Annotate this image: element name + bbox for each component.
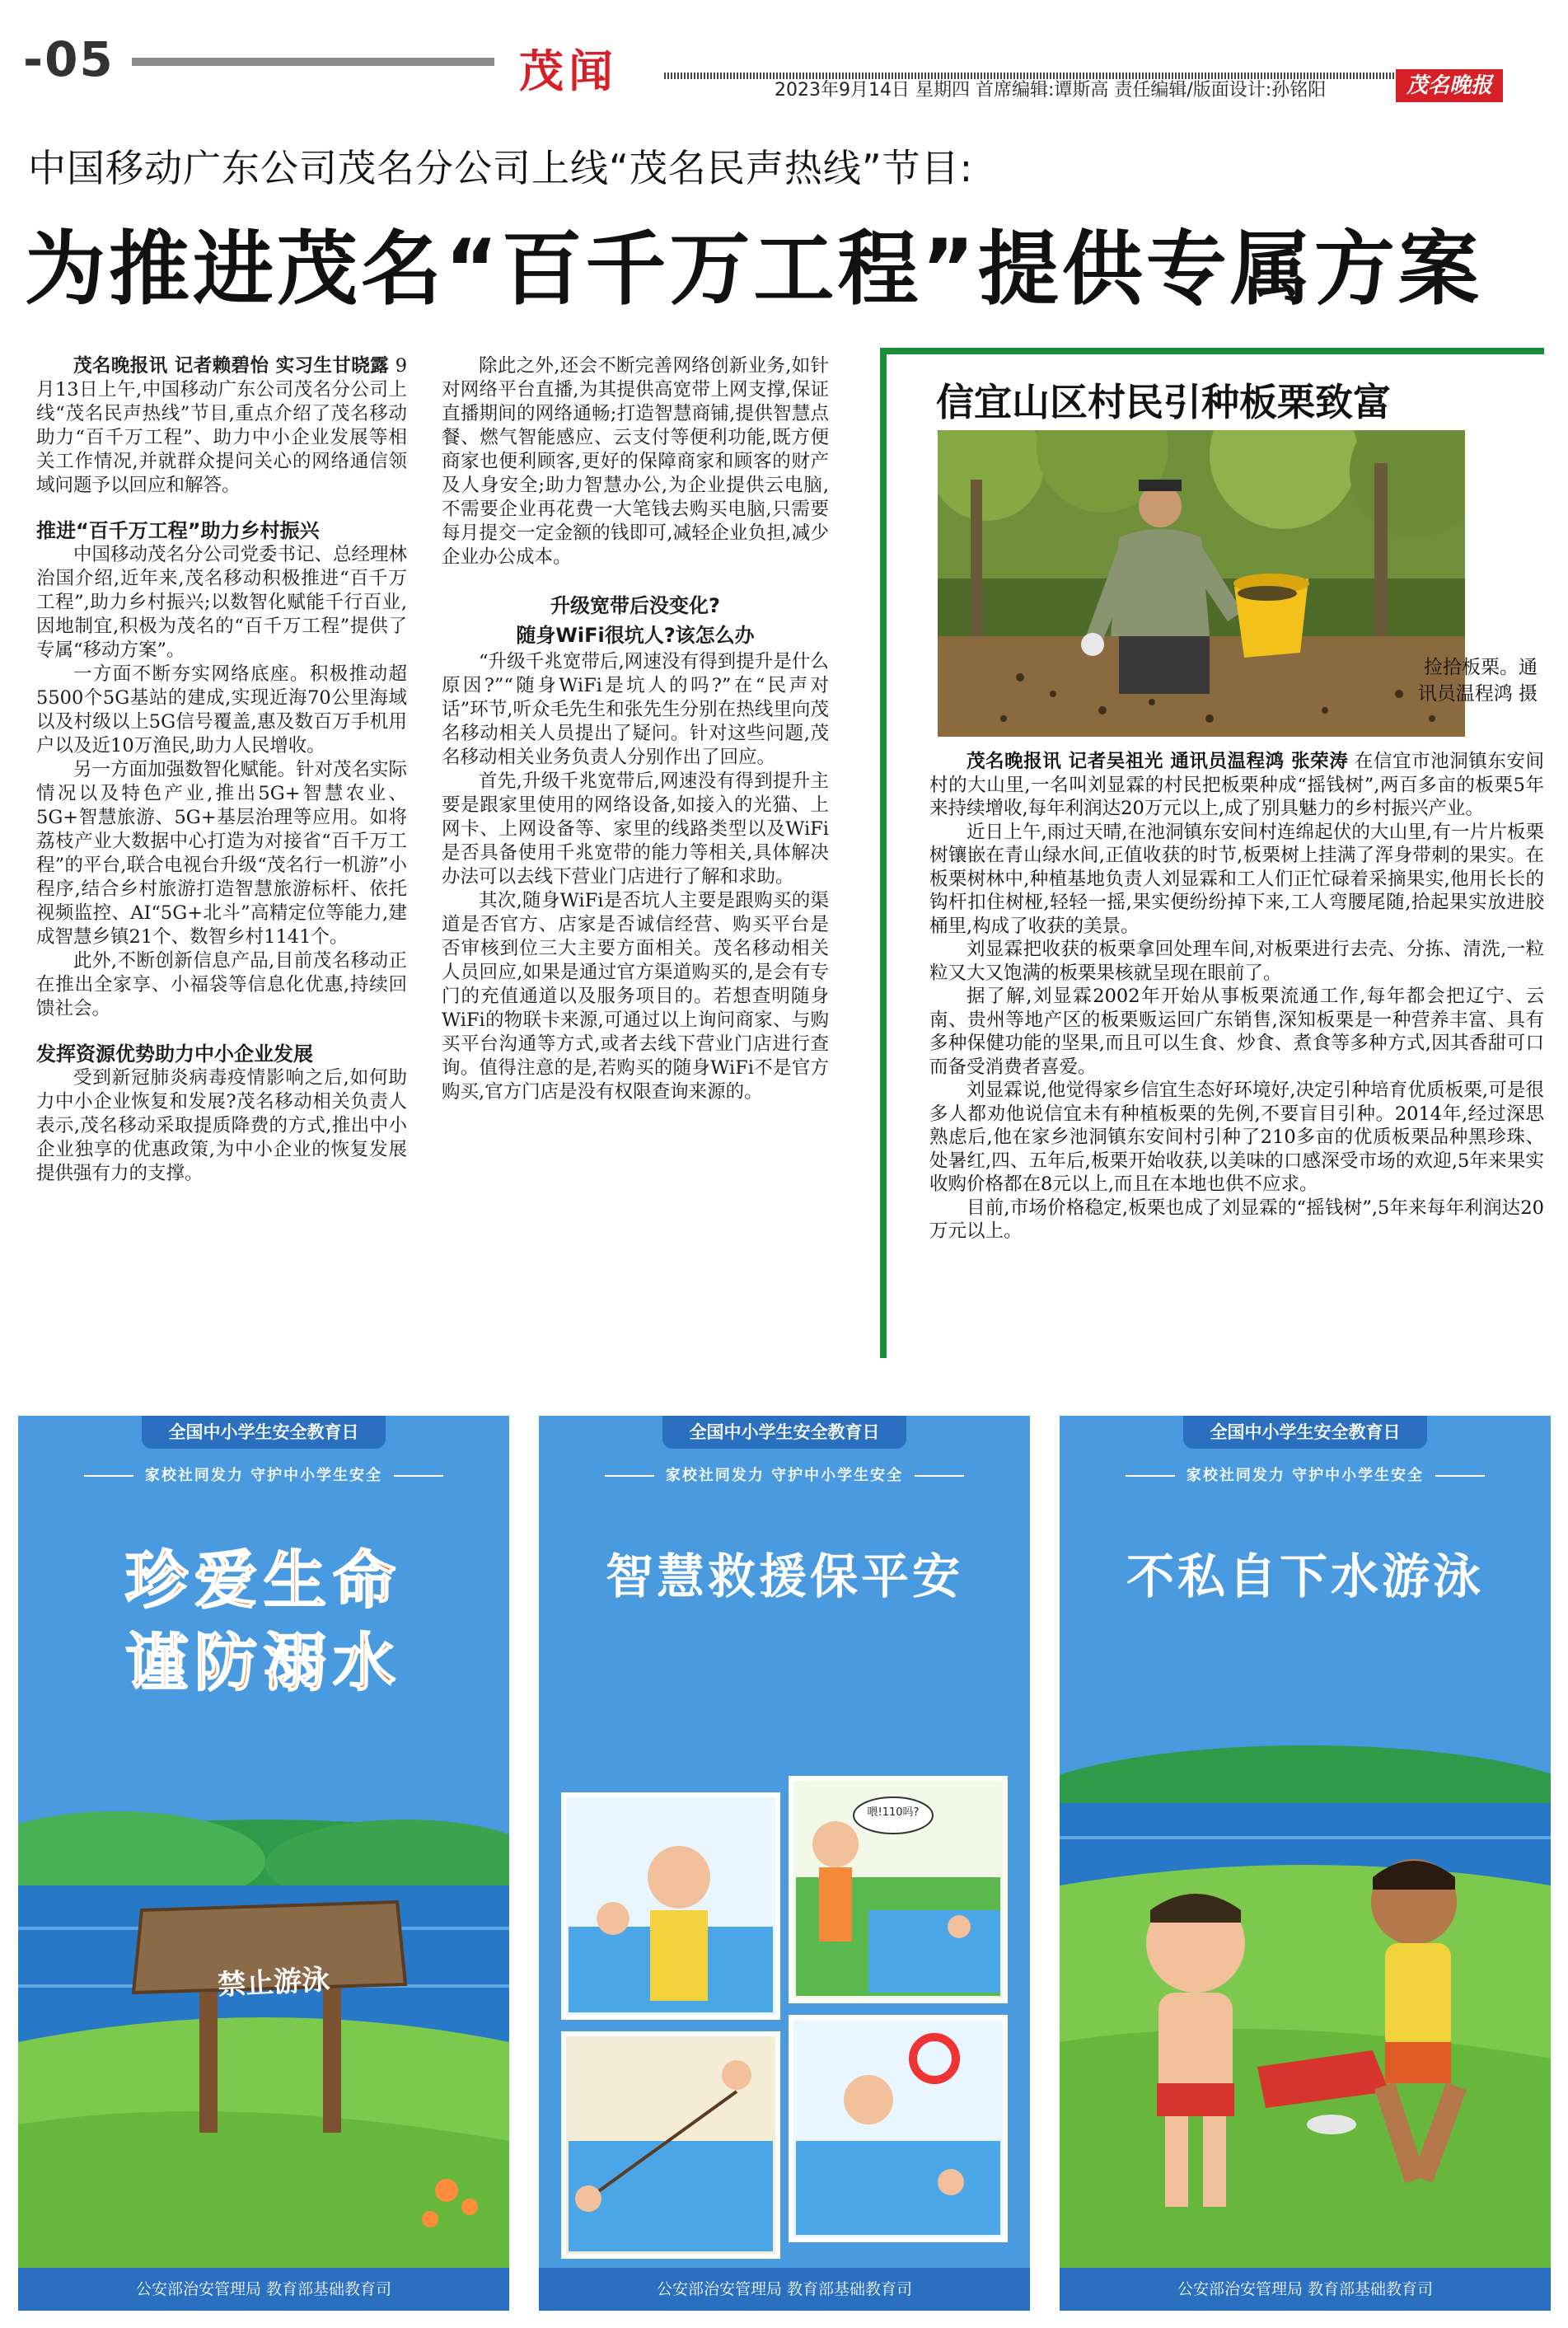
feature-photo [938, 430, 1465, 737]
poster-2-title: 智慧救援保平安 [605, 1548, 963, 1604]
article-paragraph: 除此之外,还会不断完善网络创新业务,如针对网络平台直播,为其提供高宽带上网支撑,保证直播期间的网络通畅;打造智慧商铺,提供智慧点餐、燃气智能感应、云支付等便利功能,既方便商家也便利顾客,更好的保障商家和顾客的财产及人身安全;助力智慧办公,为企业提供云电脑,不需要企业再花费一大笔钱去购买电脑,只需要每月提交一定金额的钱即可,减轻企业负担,减少企业办公成本。 [442, 355, 829, 568]
article-subhead-3-line2: 随身WiFi很坑人?该怎么办 [516, 624, 755, 647]
article-paragraph: 受到新冠肺炎病毒疫情影响之后,如何助力中小企业恢复和发展?茂名移动相关负责人表示,茂名移动采取提质降费的方式,推出中小企业独享的优惠政策,为中小企业的恢复发展提供强有力的支撑。 [36, 1067, 407, 1184]
feature-paragraph: 目前,市场价格稳定,板栗也成了刘显霖的“摇钱树”,5年来每年利润达20万元以上。 [929, 1197, 1544, 1242]
poster-3-title: 不私自下水游泳 [1126, 1548, 1484, 1604]
chestnut-harvest-illustration [938, 430, 1465, 737]
poster-3-slogan: 家校社同发力 守护中小学生安全 [1060, 1464, 1551, 1485]
article-column-2 [442, 354, 829, 1104]
newspaper-logo: 茂名晚报 [1396, 69, 1503, 102]
article-headline: 为推进茂名“百千万工程”提供专属方案 [25, 222, 1482, 316]
feature-box [880, 348, 1544, 1358]
poster-2-slogan: 家校社同发力 守护中小学生安全 [539, 1464, 1030, 1485]
safety-poster-1 [18, 1416, 509, 2311]
safety-poster-2 [539, 1416, 1030, 2311]
article-paragraph: 首先,升级千兆宽带后,网速没有得到提升主要是跟家里使用的网络设备,如接入的光猫、上网卡、上网设备等、家里的线路类型以及WiFi是否具备使用千兆宽带的能力等相关,具体解决办法可以去线下营业门店进行了解和求助。 [442, 771, 829, 888]
article-subhead-3-line1: 升级宽带后没变化? [550, 594, 720, 617]
page-number: -05 [23, 31, 115, 87]
poster-1-title-line2: 谨防溺水 [125, 1626, 402, 1699]
feature-paragraph: 近日上午,雨过天晴,在池洞镇东安间村连绵起伏的大山里,有一片片板栗树镶嵌在青山绿水间,正值收获的时节,板栗树上挂满了浑身带刺的果实。在板栗树林中,种植基地负责人刘显霖和工人们正忙碌着采摘果实,他用长长的钩杆扣住树桠,轻轻一摇,果实便纷纷掉下来,工人弯腰尾随,拾起果实放进胶桶里,构成了收获的美景。 [929, 821, 1544, 937]
article-paragraph: 一方面不断夯实网络底座。积极推动超5500个5G基站的建成,实现近海70公里海域以及村级以上5G信号覆盖,惠及数百万手机用户以及近10万渔民,助力人民增收。 [36, 663, 407, 756]
article-lead-text: 9月13日上午,中国移动广东公司茂名分公司上线“茂名民声热线”节目,重点介绍了茂名移动助力“百千万工程”、助力中小企业发展等相关工作情况,并就群众提问关心的网络通信领域问题予以回应和解答。 [36, 355, 408, 496]
feature-byline: 茂名晚报讯 记者吴祖光 通讯员温程鸿 张荣涛 [967, 751, 1349, 772]
poster-3-tab: 全国中小学生安全教育日 [1183, 1416, 1427, 1449]
no-swimming-sign: 禁止游泳 [217, 1963, 331, 2002]
article-paragraph: 另一方面加强数智化赋能。针对茂名实际情况以及特色产业,推出5G+智慧农业、5G+智慧旅游、5G+基层治理等应用。如将荔枝产业大数据中心打造为对接省“百千万工程”的平台,联合电视台升级“茂名行一机游”小程序,结合乡村旅游打造智慧旅游标杆、依托视频监控、AI“5G+北斗”高精定位等能力,建成智慧乡镇21个、数智乡村1141个。 [36, 759, 408, 948]
feature-paragraph: 据了解,刘显霖2002年开始从事板栗流通工作,每年都会把辽宁、云南、贵州等地产区的板栗贩运回广东销售,深知板栗是一种营养丰富、具有多种保健功能的坚果,而且可以生食、炒食、煮食等多种方式,因其香甜可口而备受消费者喜爱。 [929, 986, 1544, 1078]
feature-lead-paragraph [929, 750, 1544, 821]
feature-title: 信宜山区村民引种板栗致富 [936, 380, 1391, 424]
poster-1-tab: 全国中小学生安全教育日 [142, 1416, 386, 1449]
feature-photo-caption: 捡拾板栗。通讯员温程鸿 摄 [1417, 657, 1538, 705]
article-subhead-1: 推进“百千万工程”助力乡村振兴 [36, 519, 320, 542]
feature-paragraph: 刘显霖把收获的板栗拿回处理车间,对板栗进行去壳、分拣、清洗,一粒粒又大又饱满的板栗果核就呈现在眼前了。 [929, 939, 1544, 984]
poster-2-phone-bubble: 喂!110吗? [867, 1806, 920, 1819]
article-paragraph: “升级千兆宽带后,网速没有得到提升是什么原因?”“随身WiFi是坑人的吗?”在“民声对话”环节,听众毛先生和张先生分别在热线里向茂名移动相关人员提出了疑问。针对这些问题,茂名移动相关业务负责人分别作出了回应。 [442, 651, 829, 768]
poster-1-title [18, 1539, 509, 1704]
article-paragraph: 其次,随身WiFi是否坑人主要是跟购买的渠道是否官方、店家是否诚信经营、购买平台是否审核到位三大主要方面相关。茂名移动相关人员回应,如果是通过官方渠道购买的,是会有专门的充值通道以及服务项目的。若想查明随身WiFi的物联卡来源,可通过以上询问商家、与购买平台沟通等方式,或者去线下营业门店进行查询。值得注意的是,若购买的随身WiFi不是官方购买,官方门店是没有权限查询来源的。 [442, 890, 829, 1103]
poster-1-title-line1: 珍爱生命 [125, 1543, 402, 1617]
poster-1-slogan: 家校社同发力 守护中小学生安全 [18, 1464, 509, 1485]
section-label [519, 36, 618, 100]
article-kicker: 中国移动广东公司茂名分公司上线“茂名民声热线”节目: [28, 146, 974, 190]
poster-3-footer: 公安部治安管理局 教育部基础教育司 [1060, 2268, 1551, 2311]
poster-2-tab: 全国中小学生安全教育日 [662, 1416, 906, 1449]
masthead-rule [132, 58, 494, 66]
article-column-1 [36, 354, 407, 1186]
dateline: 2023年9月14日 星期四 首席编辑:谭斯高 责任编辑/版面设计:孙铭阳 [775, 80, 1327, 101]
article-subhead-2: 发挥资源优势助力中小企业发展 [36, 1042, 313, 1066]
section-label-text: 茂闻 [519, 45, 618, 97]
safety-poster-3 [1060, 1416, 1551, 2311]
poster-1-footer: 公安部治安管理局 教育部基础教育司 [18, 2268, 509, 2311]
feature-lead-text: 在信宜市池洞镇东安间村的大山里,一名叫刘显霖的村民把板栗种成“摇钱树”,两百多亩的板栗5年来持续增收,每年利润达20万元以上,成了别具魅力的乡村振兴产业。 [929, 751, 1544, 819]
poster-2-footer: 公安部治安管理局 教育部基础教育司 [539, 2268, 1030, 2311]
article-paragraph: 此外,不断创新信息产品,目前茂名移动正在推出全家享、小福袋等信息化优惠,持续回馈社会。 [36, 950, 407, 1019]
feature-body [929, 750, 1544, 1244]
article-paragraph: 中国移动茂名分公司党委书记、总经理林治国介绍,近年来,茂名移动积极推进“百千万工程”,助力乡村振兴;以数智化赋能千行百业,因地制宜,积极为茂名的“百千万工程”提供了专属“移动方案”。 [36, 544, 408, 661]
feature-paragraph: 刘显霖说,他觉得家乡信宜生态好环境好,决定引种培育优质板栗,可是很多人都劝他说信宜未有种植板栗的先例,不要盲目引种。2014年,经过深思熟虑后,他在家乡池洞镇东安间村引种了210多亩的优质板栗品种黑珍珠、处暑红,四、五年后,板栗开始收获,以美味的口感深受市场的欢迎,5年来果实收购价格都在8元以上,而且在本地也供不应求。 [929, 1080, 1544, 1195]
article-byline: 茂名晚报讯 记者赖碧怡 实习生甘晓露 [73, 355, 390, 377]
article-subhead-3 [442, 591, 829, 650]
article-lead-paragraph [36, 354, 407, 498]
